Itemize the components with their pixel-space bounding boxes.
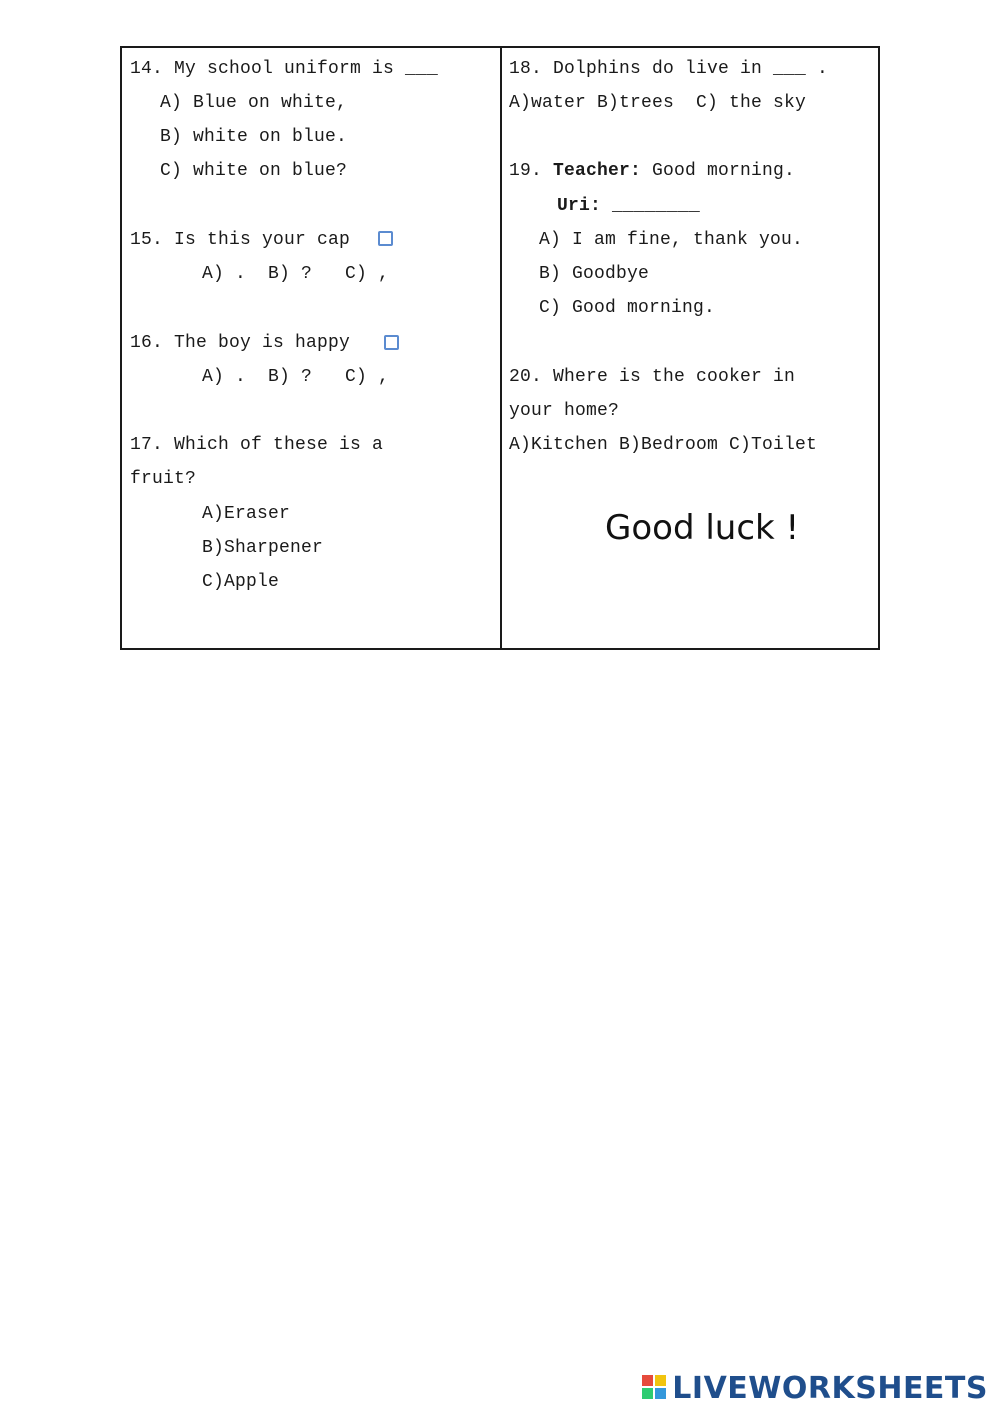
q15-question: 15. Is this your cap — [130, 230, 351, 250]
q19-teacher-label: Teacher: — [553, 161, 642, 181]
liveworksheets-logo-icon — [642, 1375, 668, 1401]
q20-question-line2: your home? — [509, 401, 620, 421]
right-column — [502, 48, 878, 648]
q14-option-c: C) white on blue? — [160, 161, 348, 181]
q19-uri-blank[interactable]: ________ — [601, 196, 701, 216]
q14-option-b: B) white on blue. — [160, 127, 348, 147]
q19-number: 19. — [509, 161, 554, 181]
q17-question-line1: 17. Which of these is a — [130, 435, 384, 455]
q20-options: A)Kitchen B)Bedroom C)Toilet — [509, 435, 818, 455]
q19-option-a: A) I am fine, thank you. — [539, 230, 804, 250]
q16-options: A) . B) ? C) , — [202, 367, 390, 387]
q19-teacher-text: Good morning. — [641, 161, 796, 181]
q20-question-line1: 20. Where is the cooker in — [509, 367, 796, 387]
q16-question: 16. The boy is happy — [130, 333, 351, 353]
q19-option-b: B) Goodbye — [539, 264, 650, 284]
q15-options: A) . B) ? C) , — [202, 264, 390, 284]
q17-option-a: A)Eraser — [202, 504, 291, 524]
q19-uri-label: Uri: — [557, 196, 602, 216]
q14-question: 14. My school uniform is ___ — [130, 59, 439, 79]
liveworksheets-logo — [642, 1372, 988, 1404]
q15-answer-box[interactable] — [378, 231, 393, 246]
q17-option-b: B)Sharpener — [202, 538, 324, 558]
q18-options: A)water B)trees C) the sky — [509, 93, 807, 113]
q18-question: 18. Dolphins do live in ___ . — [509, 59, 829, 79]
q19-uri-line — [557, 195, 700, 217]
q17-question-line2: fruit? — [130, 469, 197, 489]
q19-teacher-line — [509, 160, 795, 182]
liveworksheets-logo-text: LIVEWORKSHEETS — [672, 1370, 988, 1406]
q17-option-c: C)Apple — [202, 572, 280, 592]
good-luck-message: Good luck ! — [605, 508, 800, 548]
q19-option-c: C) Good morning. — [539, 298, 716, 318]
q14-option-a: A) Blue on white, — [160, 93, 348, 113]
q16-answer-box[interactable] — [384, 335, 399, 350]
